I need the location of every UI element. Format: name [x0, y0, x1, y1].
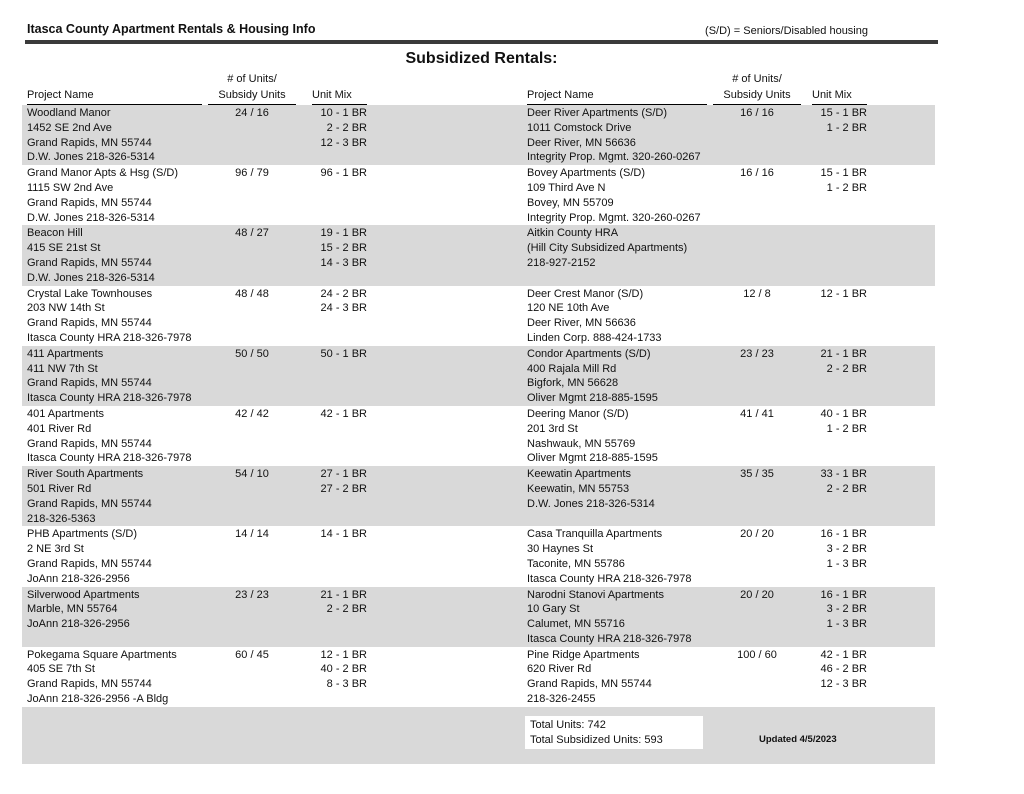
unit-mix-cell	[812, 226, 867, 285]
table-row	[22, 105, 935, 165]
units-value	[707, 226, 807, 285]
project-cell	[527, 226, 707, 285]
project-line: Crystal Lake Townhouses	[27, 287, 153, 300]
project-line: Itasca County HRA 218-326-7978	[527, 572, 692, 585]
project-cell	[27, 347, 202, 406]
unit-mix-cell	[812, 648, 867, 707]
table-row	[22, 526, 935, 586]
unit-mix-value: 12 - 3 BR	[820, 678, 867, 691]
project-line: Keewatin Apartments	[527, 468, 631, 481]
column-gap	[302, 106, 312, 165]
project-line: Itasca County HRA 218-326-7978	[27, 452, 192, 465]
project-line: Keewatin, MN 55753	[527, 482, 630, 495]
unit-mix-value: 21 - 1 BR	[320, 588, 367, 601]
units-value: 41 / 41	[740, 407, 774, 420]
units-prefix-right: # of Units/	[732, 73, 782, 85]
project-line: River South Apartments	[27, 468, 144, 481]
table-body	[22, 105, 935, 707]
project-line: Itasca County HRA 218-326-7978	[27, 392, 192, 405]
project-cell	[527, 467, 707, 526]
unit-mix-value: 16 - 1 BR	[820, 588, 867, 601]
project-cell	[27, 648, 202, 707]
project-cell	[27, 467, 202, 526]
units-value: 14 / 14	[235, 528, 269, 541]
project-line: Bovey, MN 55709	[527, 196, 614, 209]
project-line: Grand Rapids, MN 55744	[527, 678, 652, 691]
unit-mix-cell	[312, 287, 367, 346]
unit-mix-value: 16 - 1 BR	[820, 528, 867, 541]
project-cell	[527, 407, 707, 466]
table-row	[22, 225, 935, 285]
project-cell	[527, 588, 707, 647]
project-line: Grand Rapids, MN 55744	[27, 136, 152, 149]
unit-mix-cell	[312, 588, 367, 647]
row-right-pad	[867, 287, 935, 346]
project-line: Bovey Apartments (S/D)	[527, 167, 645, 180]
project-line: Beacon Hill	[27, 227, 83, 240]
project-line: 203 NW 14th St	[27, 302, 105, 315]
total-units: Total Units: 742	[530, 718, 606, 731]
project-line: 401 Apartments	[27, 407, 105, 420]
project-line: D.W. Jones 218-326-5314	[27, 151, 155, 164]
unit-mix-value: 27 - 1 BR	[320, 468, 367, 481]
column-gap	[302, 648, 312, 707]
unit-mix-cell	[312, 106, 367, 165]
row-right-pad	[867, 407, 935, 466]
project-line: 411 Apartments	[27, 347, 104, 360]
unit-mix-cell	[312, 347, 367, 406]
project-cell	[27, 588, 202, 647]
units-value: 23 / 23	[235, 588, 269, 601]
subsidy-units-header-right: Subsidy Units	[713, 88, 801, 105]
subsidized-rentals-table	[22, 72, 935, 764]
project-line: Deering Manor (S/D)	[527, 407, 629, 420]
center-spacer	[367, 347, 527, 406]
project-cell	[527, 287, 707, 346]
unit-mix-cell	[812, 106, 867, 165]
column-gap	[302, 166, 312, 225]
center-spacer	[367, 407, 527, 466]
project-cell	[527, 106, 707, 165]
row-right-pad	[867, 527, 935, 586]
unit-mix-cell	[812, 527, 867, 586]
center-spacer	[367, 588, 527, 647]
total-subsidized-units: Total Subsidized Units: 593	[530, 733, 663, 746]
project-line: Grand Rapids, MN 55744	[27, 196, 152, 209]
project-line: 218-326-5363	[27, 512, 96, 525]
table-row	[22, 406, 935, 466]
project-line: JoAnn 218-326-2956	[27, 572, 130, 585]
unit-mix-cell	[312, 648, 367, 707]
unit-mix-header-left: Unit Mix	[312, 88, 367, 105]
project-cell	[27, 106, 202, 165]
project-line: 501 River Rd	[27, 482, 92, 495]
project-line: 120 NE 10th Ave	[527, 302, 610, 315]
project-line: Woodland Manor	[27, 107, 111, 119]
unit-mix-value: 24 - 2 BR	[320, 287, 367, 300]
table-row	[22, 165, 935, 225]
column-gap	[302, 407, 312, 466]
project-line: Itasca County HRA 218-326-7978	[27, 331, 192, 344]
project-line: 1452 SE 2nd Ave	[27, 121, 112, 134]
project-cell	[527, 527, 707, 586]
center-spacer	[367, 106, 527, 165]
project-line: Bigfork, MN 56628	[527, 377, 619, 390]
center-spacer	[367, 226, 527, 285]
unit-mix-value: 1 - 3 BR	[826, 557, 867, 570]
project-cell	[527, 648, 707, 707]
project-line: Grand Rapids, MN 55744	[27, 256, 152, 269]
row-right-pad	[867, 106, 935, 165]
project-line: JoAnn 218-326-2956 -A Bldg	[27, 693, 169, 706]
unit-mix-cell	[312, 166, 367, 225]
center-spacer	[367, 527, 527, 586]
row-right-pad	[867, 226, 935, 285]
unit-mix-value: 14 - 1 BR	[320, 528, 367, 541]
footer-band	[22, 707, 935, 764]
unit-mix-value: 12 - 1 BR	[820, 287, 867, 300]
project-line: Silverwood Apartments	[27, 588, 140, 601]
unit-mix-value: 46 - 2 BR	[820, 663, 867, 676]
unit-mix-value: 2 - 2 BR	[826, 482, 867, 495]
unit-mix-value: 27 - 2 BR	[320, 482, 367, 495]
project-line: Grand Manor Apts & Hsg (S/D)	[27, 167, 178, 180]
project-line: D.W. Jones 218-326-5314	[27, 211, 155, 224]
unit-mix-value: 19 - 1 BR	[320, 227, 367, 240]
row-right-pad	[867, 467, 935, 526]
project-cell	[527, 166, 707, 225]
project-cell	[27, 527, 202, 586]
unit-mix-value: 15 - 1 BR	[820, 167, 867, 180]
project-line: 1011 Comstock Drive	[527, 121, 632, 134]
row-right-pad	[867, 648, 935, 707]
table-row	[22, 587, 935, 647]
project-line: Oliver Mgmt 218-885-1595	[527, 452, 658, 465]
project-cell	[27, 226, 202, 285]
project-cell	[527, 347, 707, 406]
project-line: 218-326-2455	[527, 693, 596, 706]
project-line: Calumet, MN 55716	[527, 618, 625, 631]
unit-mix-cell	[812, 347, 867, 406]
header-rule	[25, 40, 938, 44]
column-header-row	[22, 87, 935, 105]
units-value: 12 / 8	[743, 287, 771, 300]
project-line: Pine Ridge Apartments	[527, 648, 640, 661]
subsidy-units-header-left: Subsidy Units	[208, 88, 296, 105]
units-value: 35 / 35	[740, 468, 774, 481]
project-line: Integrity Prop. Mgmt. 320-260-0267	[527, 151, 701, 164]
totals-box	[525, 716, 703, 750]
unit-mix-cell	[312, 407, 367, 466]
project-line: Grand Rapids, MN 55744	[27, 557, 152, 570]
project-line: 405 SE 7th St	[27, 663, 95, 676]
project-line: Aitkin County HRA	[527, 227, 619, 240]
project-line: 10 Gary St	[527, 603, 580, 616]
unit-mix-value: 24 - 3 BR	[320, 302, 367, 315]
unit-mix-cell	[312, 226, 367, 285]
table-row	[22, 647, 935, 707]
unit-mix-cell	[812, 287, 867, 346]
project-line: Casa Tranquilla Apartments	[527, 528, 663, 541]
project-line: 411 NW 7th St	[27, 362, 98, 375]
unit-mix-value: 3 - 2 BR	[826, 603, 867, 616]
project-line: 30 Haynes St	[527, 543, 594, 556]
row-right-pad	[867, 166, 935, 225]
project-line: Deer Crest Manor (S/D)	[527, 287, 644, 300]
project-cell	[27, 287, 202, 346]
center-spacer	[367, 166, 527, 225]
unit-mix-value: 12 - 1 BR	[320, 648, 367, 661]
project-line: Grand Rapids, MN 55744	[27, 678, 152, 691]
units-value: 24 / 16	[235, 107, 269, 119]
project-line: 109 Third Ave N	[527, 181, 606, 194]
units-value: 16 / 16	[740, 167, 774, 180]
center-spacer	[367, 467, 527, 526]
unit-mix-value: 8 - 3 BR	[326, 678, 367, 691]
unit-mix-value: 14 - 3 BR	[320, 256, 367, 269]
project-line: Grand Rapids, MN 55744	[27, 497, 152, 510]
project-line: Condor Apartments (S/D)	[527, 347, 651, 360]
project-line: Deer River, MN 56636	[527, 317, 636, 330]
units-value: 42 / 42	[235, 407, 269, 420]
project-line: Pokegama Square Apartments	[27, 648, 177, 661]
units-value: 20 / 20	[740, 588, 774, 601]
project-line: Deer River Apartments (S/D)	[527, 107, 667, 119]
units-prefix-left: # of Units/	[227, 73, 277, 85]
project-line: 620 River Rd	[527, 663, 592, 676]
project-line: Oliver Mgmt 218-885-1595	[527, 392, 658, 405]
unit-mix-cell	[812, 166, 867, 225]
project-line: Narodni Stanovi Apartments	[527, 588, 664, 601]
project-cell	[27, 407, 202, 466]
unit-mix-value: 3 - 2 BR	[826, 543, 867, 556]
unit-mix-value: 1 - 2 BR	[826, 121, 867, 134]
units-value: 60 / 45	[235, 648, 269, 661]
unit-mix-value: 1 - 3 BR	[826, 618, 867, 631]
units-value: 96 / 79	[235, 167, 269, 180]
unit-mix-value: 96 - 1 BR	[320, 167, 367, 180]
project-line: PHB Apartments (S/D)	[27, 528, 138, 541]
project-line: Grand Rapids, MN 55744	[27, 437, 152, 450]
unit-mix-value: 12 - 3 BR	[320, 136, 367, 149]
units-value: 48 / 27	[235, 227, 269, 240]
project-line: Deer River, MN 56636	[527, 136, 636, 149]
table-row	[22, 466, 935, 526]
project-line: D.W. Jones 218-326-5314	[27, 271, 155, 284]
project-line: JoAnn 218-326-2956	[27, 618, 130, 631]
project-line: 401 River Rd	[27, 422, 92, 435]
project-line: 218-927-2152	[527, 256, 596, 269]
project-name-header-left: Project Name	[27, 88, 202, 105]
column-gap	[302, 226, 312, 285]
unit-mix-value: 1 - 2 BR	[826, 422, 867, 435]
project-line: Grand Rapids, MN 55744	[27, 317, 152, 330]
section-title: Subsidized Rentals:	[405, 50, 558, 67]
project-line: Nashwauk, MN 55769	[527, 437, 636, 450]
project-line: Marble, MN 55764	[27, 603, 118, 616]
project-line: 201 3rd St	[527, 422, 578, 435]
project-line: 415 SE 21st St	[27, 242, 101, 255]
unit-mix-value: 1 - 2 BR	[826, 181, 867, 194]
unit-mix-value: 50 - 1 BR	[320, 347, 367, 360]
sd-legend: (S/D) = Seniors/Disabled housing	[705, 25, 868, 37]
unit-mix-cell	[812, 467, 867, 526]
row-right-pad	[867, 347, 935, 406]
project-line: Linden Corp. 888-424-1733	[527, 331, 662, 344]
row-right-pad	[867, 588, 935, 647]
unit-mix-value: 42 - 1 BR	[820, 648, 867, 661]
units-value: 50 / 50	[235, 347, 269, 360]
project-line: (Hill City Subsidized Apartments)	[527, 242, 688, 255]
project-line: Taconite, MN 55786	[527, 557, 625, 570]
table-row	[22, 346, 935, 406]
units-value: 20 / 20	[740, 528, 774, 541]
unit-mix-value: 2 - 2 BR	[326, 603, 367, 616]
project-cell	[27, 166, 202, 225]
unit-mix-value: 15 - 2 BR	[320, 242, 367, 255]
units-value: 16 / 16	[740, 107, 774, 119]
unit-mix-cell	[312, 527, 367, 586]
column-gap	[302, 287, 312, 346]
unit-mix-value: 40 - 2 BR	[320, 663, 367, 676]
column-gap	[302, 467, 312, 526]
document-title: Itasca County Apartment Rentals & Housing Info	[27, 22, 316, 36]
unit-mix-cell	[312, 467, 367, 526]
table-row	[22, 286, 935, 346]
updated-date: Updated 4/5/2023	[759, 733, 837, 745]
unit-mix-cell	[812, 407, 867, 466]
project-line: Integrity Prop. Mgmt. 320-260-0267	[527, 211, 701, 224]
unit-mix-value: 15 - 1 BR	[820, 107, 867, 119]
column-gap	[302, 588, 312, 647]
unit-mix-value: 2 - 2 BR	[826, 362, 867, 375]
units-value: 23 / 23	[740, 347, 774, 360]
units-prefix-row	[22, 72, 935, 87]
project-line: 400 Rajala Mill Rd	[527, 362, 617, 375]
center-spacer	[367, 648, 527, 707]
unit-mix-header-right: Unit Mix	[812, 88, 867, 105]
unit-mix-value: 40 - 1 BR	[820, 407, 867, 420]
unit-mix-value: 42 - 1 BR	[320, 407, 367, 420]
project-line: Itasca County HRA 218-326-7978	[527, 632, 692, 645]
project-line: 2 NE 3rd St	[27, 543, 84, 556]
project-name-header-right: Project Name	[527, 88, 707, 105]
units-value: 100 / 60	[737, 648, 777, 661]
units-value: 48 / 48	[235, 287, 269, 300]
unit-mix-value: 2 - 2 BR	[326, 121, 367, 134]
center-spacer	[367, 287, 527, 346]
unit-mix-value: 10 - 1 BR	[320, 107, 367, 119]
project-line: Grand Rapids, MN 55744	[27, 377, 152, 390]
project-line: 1115 SW 2nd Ave	[27, 181, 114, 194]
column-gap	[302, 527, 312, 586]
project-line: D.W. Jones 218-326-5314	[527, 497, 655, 510]
units-value: 54 / 10	[235, 468, 269, 481]
unit-mix-cell	[812, 588, 867, 647]
unit-mix-value: 33 - 1 BR	[820, 468, 867, 481]
unit-mix-value: 21 - 1 BR	[820, 347, 867, 360]
column-gap	[302, 347, 312, 406]
